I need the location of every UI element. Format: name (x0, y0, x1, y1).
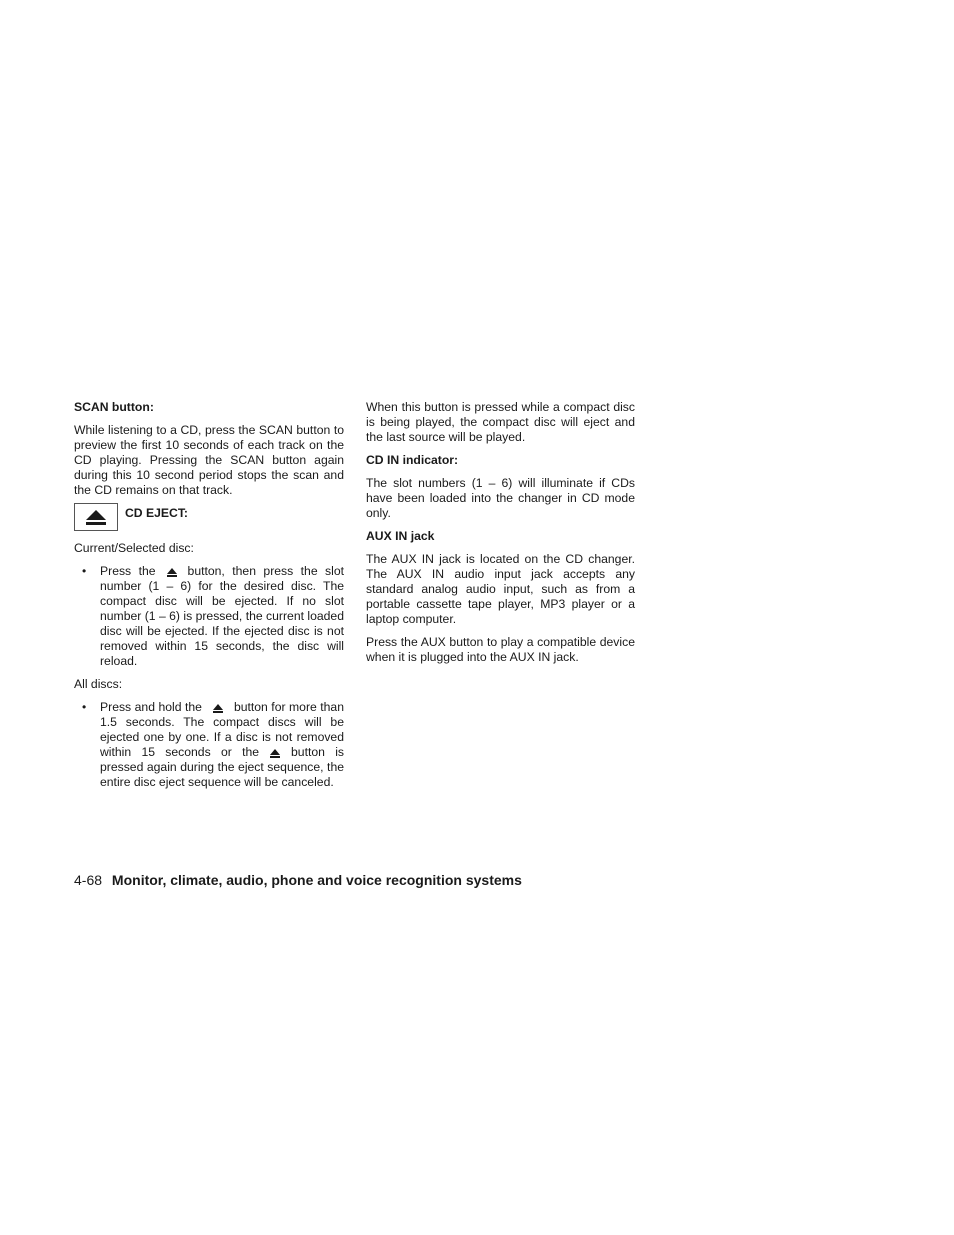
cd-eject-row (74, 506, 344, 531)
all-bullet-text-c: button is pressed again during the eject sequence, the entire disc eject sequence will be canceled. (100, 745, 345, 789)
eject-icon (270, 749, 280, 758)
all-bullet-text-a: Press and hold the (100, 700, 202, 714)
current-bullet-text-a: Press the (100, 564, 156, 578)
eject-icon (213, 704, 223, 713)
bullet-icon: • (82, 564, 87, 578)
eject-icon (86, 510, 106, 525)
current-disc-bullet (74, 564, 344, 669)
bullet-icon: • (82, 700, 87, 714)
eject-button-illustration (74, 503, 118, 531)
scan-heading: SCAN button: (74, 400, 154, 414)
aux-button-text: Press the AUX button to play a compatible device when it is plugged into the AUX IN jack. (366, 635, 635, 664)
current-bullet-text-b: button, then press the slot number (1 – 6) for the desired disc. The compact disc will be ejected. If no slot number (1 – 6) is pressed, the current loaded disc will be ejected. If the ejected disc is not removed within 15 seconds, the disc will reload. (100, 564, 345, 668)
page-number: 4-68 (74, 872, 103, 888)
all-discs-bullet (74, 700, 344, 790)
cd-in-heading: CD IN indicator: (366, 453, 459, 467)
cd-in-text: The slot numbers (1 – 6) will illuminate if CDs have been loaded into the changer in CD mode only. (366, 476, 635, 520)
eject-description: When this button is pressed while a compact disc is being played, the compact disc will eject and the last source will be played. (366, 400, 635, 444)
aux-text: The AUX IN jack is located on the CD changer. The AUX IN audio input jack accepts any standard analog audio input, such as from a portable cassette tape player, MP3 player or a laptop computer. (366, 552, 635, 626)
left-column (74, 400, 344, 798)
right-column (366, 400, 635, 673)
section-title: Monitor, climate, audio, phone and voice recognition systems (111, 872, 522, 888)
scan-text: While listening to a CD, press the SCAN button to preview the first 10 seconds of each track on the CD playing. Pressing the SCAN button again during this 10 second period stops the scan and the CD remains on that track. (74, 423, 344, 497)
eject-icon (167, 568, 177, 577)
all-bullet-text-b: button for more than 1.5 seconds. The compact discs will be ejected one by one. If a disc is not removed within 15 seconds or the (100, 700, 344, 759)
eject-heading: CD EJECT: (125, 506, 188, 520)
aux-heading: AUX IN jack (366, 529, 435, 543)
all-discs-label: All discs: (74, 677, 123, 691)
page-footer (74, 872, 522, 888)
current-disc-label: Current/Selected disc: (74, 541, 194, 555)
